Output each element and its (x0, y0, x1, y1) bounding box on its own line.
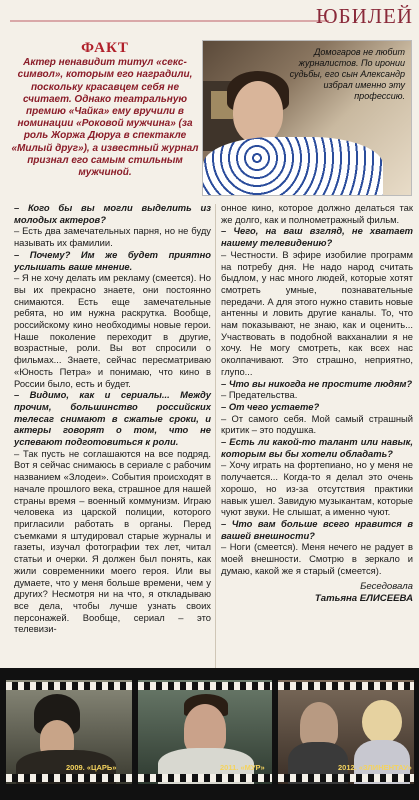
interview-question: – Что вам больше всего нравится в вашей внешности? (221, 517, 413, 541)
interview-question: – Видимо, как и сериалы... Между прочим, большинство российских телесаг снимают в сжатые сроки, и актеры говорят о том, что не успевают подготовиться к роли. (14, 389, 211, 448)
film-still-1 (6, 680, 132, 784)
film-still-2 (138, 680, 272, 784)
byline (221, 581, 413, 605)
film-perforation (6, 774, 132, 782)
left-column (14, 202, 211, 635)
interview-question: – Есть ли какой-то талант или навык, которым вы бы хотели обладать? (221, 436, 413, 459)
byline-author: Татьяна ЕЛИСЕЕВА (314, 592, 413, 604)
actor-face (233, 81, 283, 143)
actor-face (184, 704, 226, 754)
interview-answer: – От самого себя. Мой самый страшный критик – это подушка. (221, 412, 413, 436)
column-divider (215, 204, 216, 668)
interview-question: – От чего устаете? (221, 400, 320, 412)
interview-answer: – Ноги (смеется). Меня нечего не радует в моей внешности. Смотрю в зеркало и думаю, какой же я старый (смеется). (221, 541, 413, 576)
interview-question: – Что вы никогда не простите людям? (221, 377, 413, 389)
fact-text: Актер ненавидит титул «секс-символ», которым его наградили, поскольку красавцем себя не считает. Однако театральную премию «Чайка» ему вручили в номинации «Роковой мужчина» (за роль Жоржа Дюруа в спектакле «Милый друг»), а известный журнал признал его самым стильным мужчиной. (11, 57, 199, 179)
actor-photo (202, 40, 412, 196)
interview-answer: – Предательства. (221, 389, 298, 401)
byline-label: Беседовала (360, 580, 413, 592)
interview-answer: – Честности. В эфире изобилие программ на потребу дня. Не надо народ считать быдлом, у нас много людей, которые хотят смотреть умные, познавательные передачи. А для этого нужно ставить новые антенны и ловить другие каналы. То, что нам показывают, не знаю, как и оценить... Участвовать в подобной вакханалии я не хочу. Не могу смотреть, как всех нас околпачивают. Это страшно, неприятно, глупо... (221, 248, 413, 377)
interview-answer: – Я не хочу делать им рекламу (смеется). Но вы их прекрасно знаете, они постоянно снимаются. Есть еще замечательные ребята, но им нужна раскрутка. Вообще, российскому кино необходимы новые герои. Наше поколение переходит в другие, возрастные, роли. Вы вот спросили о фильмах... Знаете, сейчас пересматриваю «Юность Петра» и понимаю, что кино в России было, есть и будет. (14, 272, 211, 389)
photo-caption: Домогаров не любит журналистов. По иронии судьбы, его сын Александр избрал именно эту профессию. (289, 47, 405, 101)
actress-hair (362, 700, 402, 744)
interview-question: – Чего, на ваш взгляд, не хватает нашему телевидению? (221, 225, 413, 249)
film-perforation (6, 682, 132, 690)
film-perforation (138, 682, 272, 690)
film-perforation (138, 774, 272, 782)
film-still-3 (278, 680, 414, 784)
interview-answer: – Есть два замечательных парня, но не буду называть их фамилии. (14, 225, 211, 249)
fact-box (10, 42, 200, 198)
header-rule (10, 20, 329, 22)
film-perforation (278, 682, 414, 690)
filmstrip (0, 668, 419, 800)
film-caption: 2011. «МУР» (220, 763, 265, 772)
fact-label: ФАКТ (81, 40, 129, 56)
interview-question: – Кого бы вы могли выделить из молодых актеров? (14, 202, 211, 225)
right-column (221, 202, 413, 605)
film-caption: 2012. «ЗЛИНЕНТАУ» (338, 763, 412, 772)
interview-answer: – Так пусть не соглашаются на все подряд. Вот я сейчас снимаюсь в сериале с рабочим названием «Злодеи». События происходят в начале прошлого века, страшное для нашей страны время – военный коммунизм. Играю человека из царской полиции, которого пригласили работать в органы. Перед съемками я штудировал старые журналы и газеты, изучал фотографии тех лет, читал статьи и очерки. Я должен был понять, как жили современники моего героя. Или вы думаете, что у меня больше времени, чем у других? Несмотря ни на что, я откладываю все дела, чтобы лучше узнать своих персонажей. Вообще, сериал – это телевизи- (14, 447, 211, 635)
interview-answer: – Хочу играть на фортепиано, но у меня не получается... Когда-то я делал это очень хорошо, но из-за отсутствия практики навык ушел. Завидую музыкантам, которые чуют звуки. Не слышат, а именно чуют. (221, 459, 413, 518)
section-header (0, 0, 419, 34)
film-perforation (278, 774, 414, 782)
interview-question: – Почему? Им же будет приятно услышать ваше мнение. (14, 248, 211, 272)
actor-shirt (203, 137, 383, 196)
section-title: ЮБИЛЕЙ (315, 4, 413, 28)
interview-answer: онное кино, которое должно делаться так же долго, как и полнометражный фильм. (221, 202, 413, 225)
film-caption: 2009. «ЦАРЬ» (66, 763, 117, 772)
